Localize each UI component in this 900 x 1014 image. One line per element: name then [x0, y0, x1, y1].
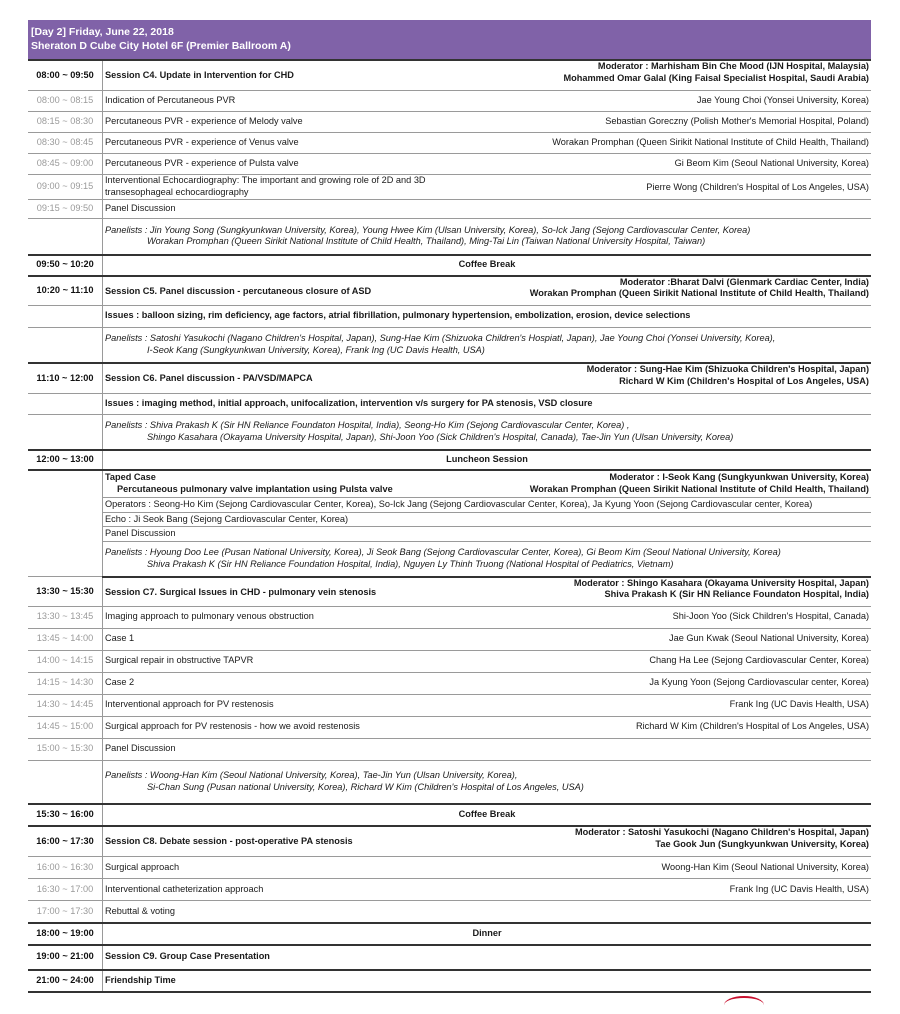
session-cell: [103, 577, 872, 607]
talk-row: [28, 901, 871, 923]
case-title: [105, 472, 393, 495]
panelists: [103, 542, 872, 577]
panelists: [103, 219, 872, 255]
panelists-line: Shingo Kasahara (Okayama University Hospital, Japan), Shi-Joon Yoo (Sick Children's Hospital, Canada), Tae-Jin Yun (Ulsan University, Korea): [147, 431, 734, 442]
talk-title: Imaging approach to pulmonary venous obstruction: [105, 611, 314, 622]
talk-speaker: Chang Ha Lee (Sejong Cardiovascular Center, Korea): [649, 655, 869, 666]
talk-cell: [103, 901, 872, 923]
moderator-line: Moderator : Satoshi Yasukochi (Nagano Children's Hospital, Japan): [574, 827, 869, 837]
case-cell: [103, 470, 872, 498]
moderator-line: Mohammed Omar Galal (King Faisal Specialist Hospital, Saudi Arabia): [563, 72, 869, 83]
talk-title: Surgical repair in obstructive TAPVR: [105, 655, 254, 666]
talk-cell: [103, 133, 872, 154]
empty-time: [28, 305, 103, 327]
talk-time: 13:30 ~ 13:45: [28, 606, 103, 628]
talk-time: 08:45 ~ 09:00: [28, 154, 103, 175]
talk-speaker: Pierre Wong (Children's Hospital of Los Angeles, USA): [646, 182, 869, 192]
day-header: [28, 20, 871, 59]
talk-time: 16:00 ~ 16:30: [28, 857, 103, 879]
talk-cell: [103, 628, 872, 650]
panelists: [103, 327, 872, 363]
day-title: [Day 2] Friday, June 22, 2018: [31, 26, 174, 38]
talk-row: [28, 694, 871, 716]
issues-text: Issues : imaging method, initial approach, unifocalization, intervention v/s surgery for PA stenosis, VSD closure: [103, 394, 872, 415]
panel-row: [28, 415, 871, 450]
session-cell: [103, 60, 872, 91]
talk-time: 08:15 ~ 08:30: [28, 112, 103, 133]
talk-title: Surgical approach: [105, 861, 180, 872]
talk-title: Indication of Percutaneous PVR: [105, 95, 236, 106]
talk-time: 16:30 ~ 17:00: [28, 879, 103, 901]
panelists-line: Panelists : Jin Young Song (Sungkyunkwan University, Korea), Young Hwee Kim (Ulsan University, Korea), So-Ick Jang (Sejong Cardiovascular Center, Korea): [105, 224, 751, 235]
talk-speaker: Frank Ing (UC Davis Health, USA): [729, 699, 869, 710]
break-row: [28, 450, 871, 470]
panelists-line: Shiva Prakash K (Sir HN Reliance Foundation Hospital, India), Nguyen Ly Thinh Truong (National Hospital of Pediatrics, Vietnam): [147, 558, 674, 569]
break-time: 15:30 ~ 16:00: [28, 804, 103, 826]
talk-time: 14:00 ~ 14:15: [28, 650, 103, 672]
moderators: [587, 364, 869, 387]
panelists-line: Worakan Promphan (Queen Sirikit National Institute of Child Health, Thailand), Ming-Tai Lin (Taiwan National University Hospital, Taiwan): [147, 236, 706, 247]
panelists-line: Panelists : Woong-Han Kim (Seoul National University, Korea), Tae-Jin Yun (Ulsan University, Korea),: [105, 770, 518, 781]
session-cell: [103, 826, 872, 857]
session-row: [28, 276, 871, 306]
moderators: [575, 827, 869, 850]
talk-title-line: Interventional Echocardiography: The important and growing role of 2D and 3D: [105, 175, 426, 185]
panelists: [103, 415, 872, 450]
talk-time: 15:00 ~ 15:30: [28, 738, 103, 760]
moderators: [564, 61, 869, 84]
session-time: 11:10 ~ 12:00: [28, 363, 103, 394]
moderator-line: Moderator : Sung-Hae Kim (Shizuoka Children's Hospital, Japan): [586, 364, 869, 374]
operators-row: [28, 498, 871, 513]
case-label: Taped Case: [105, 472, 156, 483]
discussion-text: Panel Discussion: [103, 527, 872, 542]
talk-cell: [103, 175, 872, 200]
panelists-line: Panelists : Satoshi Yasukochi (Nagano Children's Hospital, Japan), Sung-Hae Kim (Shizuoka Children's Hospiatl, Japan), Jae Young Choi (Yonsei University, Korea),: [105, 333, 776, 344]
panel-row: [28, 542, 871, 577]
talk-row: [28, 200, 871, 219]
session-time: 13:30 ~ 15:30: [28, 577, 103, 607]
talk-speaker: Gi Beom Kim (Seoul National University, Korea): [674, 158, 869, 169]
empty-time: [28, 760, 103, 804]
talk-time: 17:00 ~ 17:30: [28, 901, 103, 923]
break-time: 18:00 ~ 19:00: [28, 923, 103, 945]
break-time: 12:00 ~ 13:00: [28, 450, 103, 470]
break-row: [28, 255, 871, 276]
talk-time: 08:30 ~ 08:45: [28, 133, 103, 154]
panelists: [103, 760, 872, 804]
moderator-line: Moderator : Marhisham Bin Che Mood (IJN Hospital, Malaysia): [597, 61, 869, 71]
break-label: Dinner: [103, 923, 872, 945]
talk-title-line: transesophageal echocardiography: [105, 186, 249, 197]
talk-title: [105, 175, 426, 198]
talk-row: [28, 650, 871, 672]
talk-title: Percutaneous PVR - experience of Pulsta valve: [105, 158, 299, 169]
talk-time: 13:45 ~ 14:00: [28, 628, 103, 650]
talk-cell: [103, 857, 872, 879]
talk-speaker: Shi-Joon Yoo (Sick Children's Hospital, Canada): [672, 611, 869, 622]
case-row: [28, 470, 871, 498]
talk-speaker: Worakan Promphan (Queen Sirikit National Institute of Child Health, Thailand): [552, 137, 869, 148]
talk-time: 08:00 ~ 08:15: [28, 91, 103, 112]
talk-title: Case 2: [105, 677, 135, 688]
session-cell: [103, 276, 872, 306]
talk-title: Panel Discussion: [105, 203, 176, 214]
talk-row: [28, 133, 871, 154]
talk-title: Interventional catheterization approach: [105, 883, 264, 894]
session-time: 19:00 ~ 21:00: [28, 945, 103, 970]
session-title: Session C7. Surgical Issues in CHD - pulmonary vein stenosis: [105, 586, 377, 597]
session-row: [28, 60, 871, 91]
talk-speaker: Frank Ing (UC Davis Health, USA): [729, 883, 869, 894]
empty-time: [28, 415, 103, 450]
panelists-line: I-Seok Kang (Sungkyunkwan University, Korea), Frank Ing (UC Davis Health, USA): [147, 344, 485, 355]
echo-row: [28, 513, 871, 527]
moderator-line: Shiva Prakash K (Sir HN Reliance Foundaton Hospital, India): [604, 589, 869, 599]
session-title: Session C4. Update in Intervention for CHD: [105, 70, 294, 80]
talk-row: [28, 628, 871, 650]
panelists-line: Si-Chan Sung (Pusan national University, Korea), Richard W Kim (Children's Hospital of Los Angeles, USA): [147, 781, 584, 792]
talk-time: 09:00 ~ 09:15: [28, 175, 103, 200]
talk-cell: [103, 879, 872, 901]
talk-row: [28, 91, 871, 112]
break-label: Coffee Break: [103, 255, 872, 276]
venue-title: Sheraton D Cube City Hotel 6F (Premier Ballroom A): [31, 40, 291, 52]
talk-cell: [103, 738, 872, 760]
panel-row: [28, 327, 871, 363]
break-label: Coffee Break: [103, 804, 872, 826]
talk-row: [28, 112, 871, 133]
panel-row: [28, 219, 871, 255]
talk-cell: [103, 694, 872, 716]
talk-speaker: Richard W Kim (Children's Hospital of Los Angeles, USA): [635, 721, 869, 732]
session-row: [28, 970, 871, 992]
session-cell: [103, 363, 872, 394]
talk-row: [28, 879, 871, 901]
discussion-row: [28, 527, 871, 542]
moderators: [530, 472, 869, 495]
talk-title: Percutaneous PVR - experience of Melody valve: [105, 116, 303, 127]
moderator-line: Moderator : Shingo Kasahara (Okayama University Hospital, Japan): [573, 577, 869, 588]
moderator-line: Moderator : I-Seok Kang (Sungkyunkwan University, Korea): [609, 472, 869, 483]
moderator-line: Worakan Promphan (Queen Sirikit National Institute of Child Health, Thailand): [529, 483, 869, 494]
talk-time: 14:45 ~ 15:00: [28, 716, 103, 738]
panelists-line: Panelists : Hyoung Doo Lee (Pusan National University, Korea), Ji Seok Bang (Sejong Cardiovascular Center, Korea), Gi Beom Kim (Seoul National University, Korea): [105, 547, 781, 558]
break-row: [28, 804, 871, 826]
moderator-line: Tae Gook Jun (Sungkyunkwan University, Korea): [655, 838, 869, 849]
empty-time: [28, 470, 103, 577]
session-time: 08:00 ~ 09:50: [28, 60, 103, 91]
program-table: [28, 59, 871, 993]
talk-title: Percutaneous PVR - experience of Venus valve: [105, 137, 299, 148]
talk-cell: [103, 91, 872, 112]
talk-time: 09:15 ~ 09:50: [28, 200, 103, 219]
empty-time: [28, 327, 103, 363]
session-row: [28, 363, 871, 394]
program-sheet: [28, 20, 871, 993]
talk-row: [28, 672, 871, 694]
panelists-line: Panelists : Shiva Prakash K (Sir HN Reliance Foundaton Hospital, India), Seong-Ho Kim (Sejong Cardiovascular Center, Korea) ,: [105, 420, 630, 431]
talk-cell: [103, 650, 872, 672]
session-title: Session C9. Group Case Presentation: [103, 945, 872, 970]
talk-cell: [103, 154, 872, 175]
issues-row: [28, 394, 871, 415]
talk-speaker: Sebastian Goreczny (Polish Mother's Memorial Hospital, Poland): [605, 116, 869, 127]
session-title: Session C6. Panel discussion - PA/VSD/MAPCA: [105, 373, 313, 383]
session-row: [28, 577, 871, 607]
talk-speaker: Ja Kyung Yoon (Sejong Cardiovascular center, Korea): [649, 677, 869, 688]
session-time: 10:20 ~ 11:10: [28, 276, 103, 306]
talk-time: 14:30 ~ 14:45: [28, 694, 103, 716]
panel-row: [28, 760, 871, 804]
moderator-line: Richard W Kim (Children's Hospital of Los Angeles, USA): [619, 375, 869, 386]
break-row: [28, 923, 871, 945]
break-time: 09:50 ~ 10:20: [28, 255, 103, 276]
talk-row: [28, 738, 871, 760]
case-subtitle: Percutaneous pulmonary valve implantation using Pulsta valve: [117, 483, 393, 494]
talk-title: Rebuttal & voting: [105, 905, 175, 916]
talk-row: [28, 175, 871, 200]
talk-cell: [103, 606, 872, 628]
echo-text: Echo : Ji Seok Bang (Sejong Cardiovascular Center, Korea): [103, 513, 872, 527]
session-row: [28, 945, 871, 970]
moderators: [530, 277, 869, 300]
talk-speaker: Jae Gun Kwak (Seoul National University, Korea): [668, 633, 869, 644]
talk-cell: [103, 716, 872, 738]
moderators: [574, 578, 869, 601]
session-time: 21:00 ~ 24:00: [28, 970, 103, 992]
talk-speaker: Woong-Han Kim (Seoul National University, Korea): [661, 861, 869, 872]
talk-title: Panel Discussion: [105, 743, 176, 754]
moderator-line: Moderator :Bharat Dalvi (Glenmark Cardiac Center, India): [619, 276, 869, 287]
talk-row: [28, 606, 871, 628]
issues-row: [28, 305, 871, 327]
talk-title: Case 1: [105, 633, 135, 644]
logo-arc-icon: [724, 996, 764, 1014]
talk-row: [28, 857, 871, 879]
session-title: Friendship Time: [103, 970, 872, 992]
talk-title: Interventional approach for PV restenosis: [105, 699, 274, 710]
talk-cell: [103, 672, 872, 694]
session-title: Session C8. Debate session - post-operative PA stenosis: [105, 836, 353, 846]
talk-speaker: Jae Young Choi (Yonsei University, Korea): [696, 95, 869, 106]
session-row: [28, 826, 871, 857]
talk-row: [28, 154, 871, 175]
break-label: Luncheon Session: [103, 450, 872, 470]
talk-title: Surgical approach for PV restenosis - how we avoid restenosis: [105, 721, 360, 732]
empty-time: [28, 219, 103, 255]
empty-time: [28, 394, 103, 415]
talk-cell: [103, 200, 872, 219]
moderator-line: Worakan Promphan (Queen Sirikit National Institute of Child Health, Thailand): [529, 288, 869, 298]
session-time: 16:00 ~ 17:30: [28, 826, 103, 857]
talk-row: [28, 716, 871, 738]
talk-cell: [103, 112, 872, 133]
operators-text: Operators : Seong-Ho Kim (Sejong Cardiovascular Center, Korea), So-Ick Jang (Sejong Cardiovascular Center, Korea), Ja Kyung Yoon (Sejong Cardiovascular center, Korea): [103, 498, 872, 513]
issues-text: Issues : balloon sizing, rim deficiency, age factors, atrial fibrillation, pulmonary hypertension, embolization, erosion, device selections: [103, 305, 872, 327]
talk-time: 14:15 ~ 14:30: [28, 672, 103, 694]
session-title: Session C5. Panel discussion - percutaneous closure of ASD: [105, 285, 372, 296]
